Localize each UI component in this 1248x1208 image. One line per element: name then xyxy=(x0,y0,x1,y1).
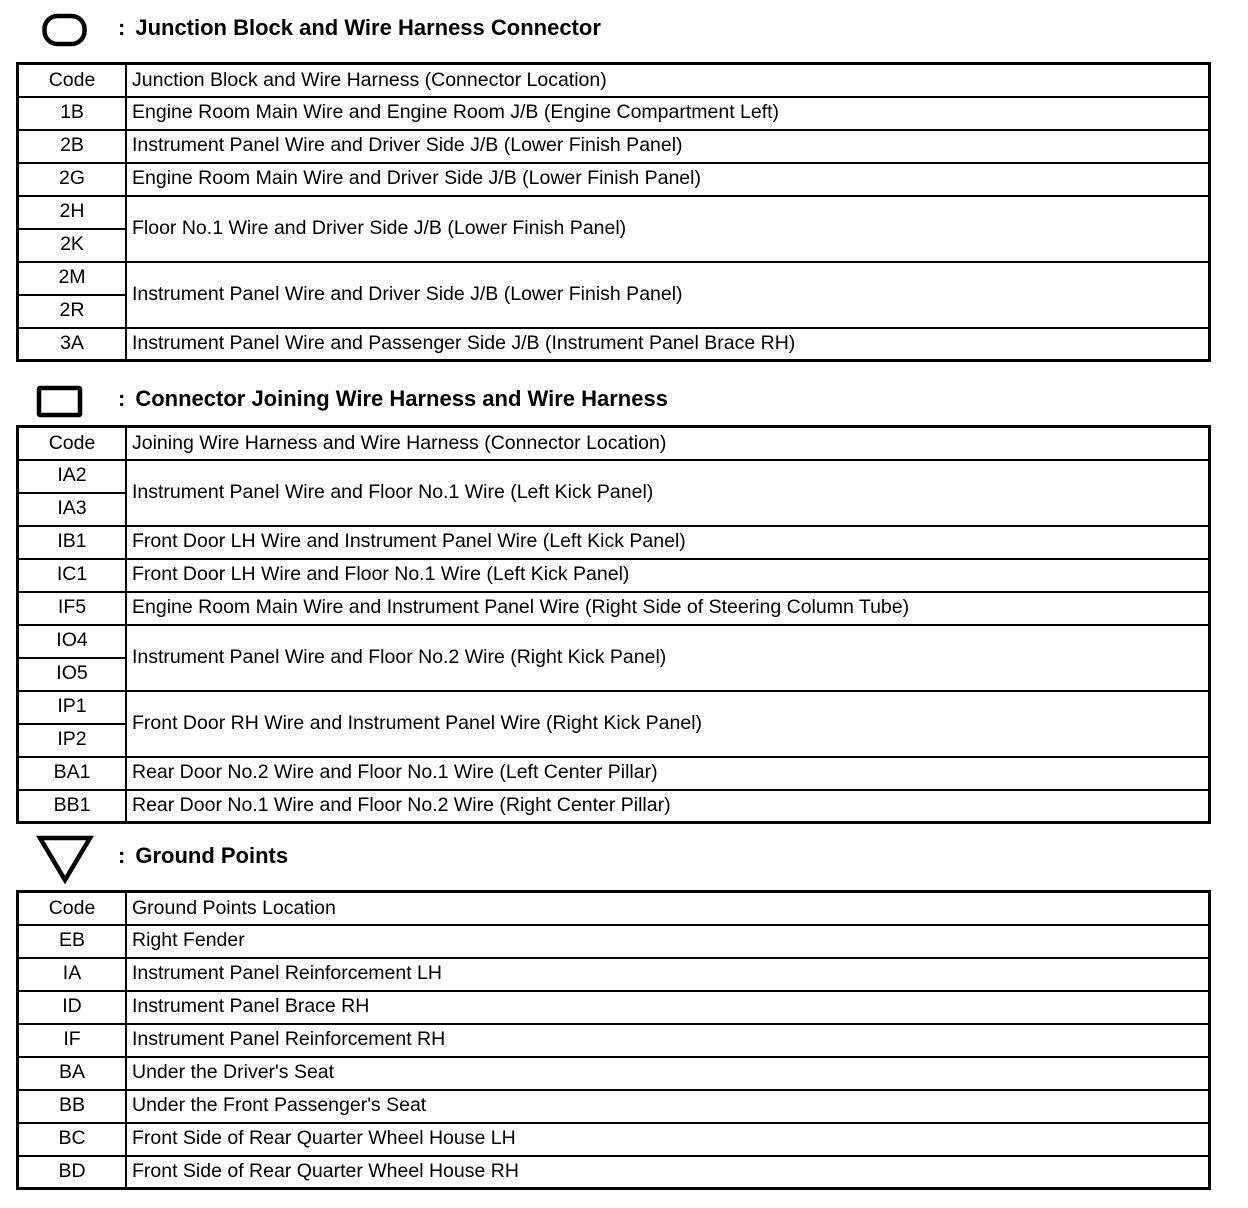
table-row xyxy=(18,958,1210,991)
table-row xyxy=(18,757,1210,790)
row-code: ID xyxy=(18,991,127,1024)
table-row xyxy=(18,196,1210,229)
table-row xyxy=(18,925,1210,958)
ground-points-table xyxy=(16,890,1211,1190)
table-row xyxy=(18,262,1210,295)
row-desc: Front Door LH Wire and Instrument Panel Wire (Left Kick Panel) xyxy=(126,526,1210,559)
row-code: 2G xyxy=(18,163,127,196)
table-row xyxy=(18,691,1210,724)
row-desc: Under the Driver's Seat xyxy=(126,1057,1210,1090)
row-desc: Front Door RH Wire and Instrument Panel Wire (Right Kick Panel) xyxy=(126,691,1210,757)
header-code: Code xyxy=(18,64,127,97)
ground-point-triangle-icon xyxy=(36,834,94,884)
row-code: IB1 xyxy=(18,526,127,559)
row-desc: Front Door LH Wire and Floor No.1 Wire (Left Kick Panel) xyxy=(126,559,1210,592)
connector-symbol-icon xyxy=(36,385,84,419)
section-title: : Junction Block and Wire Harness Connector xyxy=(118,15,601,40)
table-row xyxy=(18,1156,1210,1189)
row-code: IO5 xyxy=(18,658,127,691)
row-desc: Floor No.1 Wire and Driver Side J/B (Lower Finish Panel) xyxy=(126,196,1210,262)
junction-block-table xyxy=(16,62,1211,362)
table-header-row xyxy=(18,427,1210,460)
junction-block-symbol-icon xyxy=(42,13,88,47)
section-title: : Connector Joining Wire Harness and Wire Harness xyxy=(118,386,668,411)
row-desc: Engine Room Main Wire and Engine Room J/B (Engine Compartment Left) xyxy=(126,97,1210,130)
row-code: BB1 xyxy=(18,790,127,823)
table-row xyxy=(18,163,1210,196)
row-desc: Rear Door No.1 Wire and Floor No.2 Wire (Right Center Pillar) xyxy=(126,790,1210,823)
row-code: 2H xyxy=(18,196,127,229)
connector-joining-table xyxy=(16,425,1211,824)
section-title: : Ground Points xyxy=(118,843,289,868)
row-code: 2K xyxy=(18,229,127,262)
row-desc: Instrument Panel Wire and Floor No.1 Wire (Left Kick Panel) xyxy=(126,460,1210,526)
row-code: BA1 xyxy=(18,757,127,790)
row-desc: Front Side of Rear Quarter Wheel House RH xyxy=(126,1156,1210,1189)
row-desc: Engine Room Main Wire and Driver Side J/B (Lower Finish Panel) xyxy=(126,163,1210,196)
row-code: IA2 xyxy=(18,460,127,493)
row-code: IP1 xyxy=(18,691,127,724)
row-code: IC1 xyxy=(18,559,127,592)
row-desc: Instrument Panel Wire and Driver Side J/B (Lower Finish Panel) xyxy=(126,262,1210,328)
row-desc: Instrument Panel Brace RH xyxy=(126,991,1210,1024)
table-header-row xyxy=(18,64,1210,97)
header-desc: Joining Wire Harness and Wire Harness (Connector Location) xyxy=(126,427,1210,460)
row-code: EB xyxy=(18,925,127,958)
row-desc: Right Fender xyxy=(126,925,1210,958)
row-code: 3A xyxy=(18,328,127,361)
header-code: Code xyxy=(18,892,127,925)
table-row xyxy=(18,592,1210,625)
row-code: IO4 xyxy=(18,625,127,658)
row-desc: Rear Door No.2 Wire and Floor No.1 Wire (Left Center Pillar) xyxy=(126,757,1210,790)
table-row xyxy=(18,790,1210,823)
table-row xyxy=(18,991,1210,1024)
row-code: 2R xyxy=(18,295,127,328)
row-code: 2M xyxy=(18,262,127,295)
row-code: IF xyxy=(18,1024,127,1057)
row-code: IA xyxy=(18,958,127,991)
row-code: IA3 xyxy=(18,493,127,526)
table-row xyxy=(18,328,1210,361)
table-row xyxy=(18,625,1210,658)
row-code: BD xyxy=(18,1156,127,1189)
table-row xyxy=(18,97,1210,130)
table-row xyxy=(18,460,1210,493)
row-code: IF5 xyxy=(18,592,127,625)
row-code: BC xyxy=(18,1123,127,1156)
row-desc: Instrument Panel Reinforcement LH xyxy=(126,958,1210,991)
row-desc: Instrument Panel Wire and Driver Side J/B (Lower Finish Panel) xyxy=(126,130,1210,163)
row-desc: Instrument Panel Reinforcement RH xyxy=(126,1024,1210,1057)
table-row xyxy=(18,1057,1210,1090)
table-row xyxy=(18,1024,1210,1057)
row-code: 1B xyxy=(18,97,127,130)
row-desc: Engine Room Main Wire and Instrument Panel Wire (Right Side of Steering Column Tube) xyxy=(126,592,1210,625)
table-row xyxy=(18,559,1210,592)
table-row xyxy=(18,1090,1210,1123)
header-desc: Junction Block and Wire Harness (Connector Location) xyxy=(126,64,1210,97)
table-row xyxy=(18,1123,1210,1156)
row-code: 2B xyxy=(18,130,127,163)
table-row xyxy=(18,526,1210,559)
row-desc: Front Side of Rear Quarter Wheel House LH xyxy=(126,1123,1210,1156)
table-row xyxy=(18,130,1210,163)
row-desc: Instrument Panel Wire and Floor No.2 Wire (Right Kick Panel) xyxy=(126,625,1210,691)
row-code: BA xyxy=(18,1057,127,1090)
table-header-row xyxy=(18,892,1210,925)
row-desc: Instrument Panel Wire and Passenger Side J/B (Instrument Panel Brace RH) xyxy=(126,328,1210,361)
row-code: BB xyxy=(18,1090,127,1123)
header-code: Code xyxy=(18,427,127,460)
header-desc: Ground Points Location xyxy=(126,892,1210,925)
row-code: IP2 xyxy=(18,724,127,757)
row-desc: Under the Front Passenger's Seat xyxy=(126,1090,1210,1123)
